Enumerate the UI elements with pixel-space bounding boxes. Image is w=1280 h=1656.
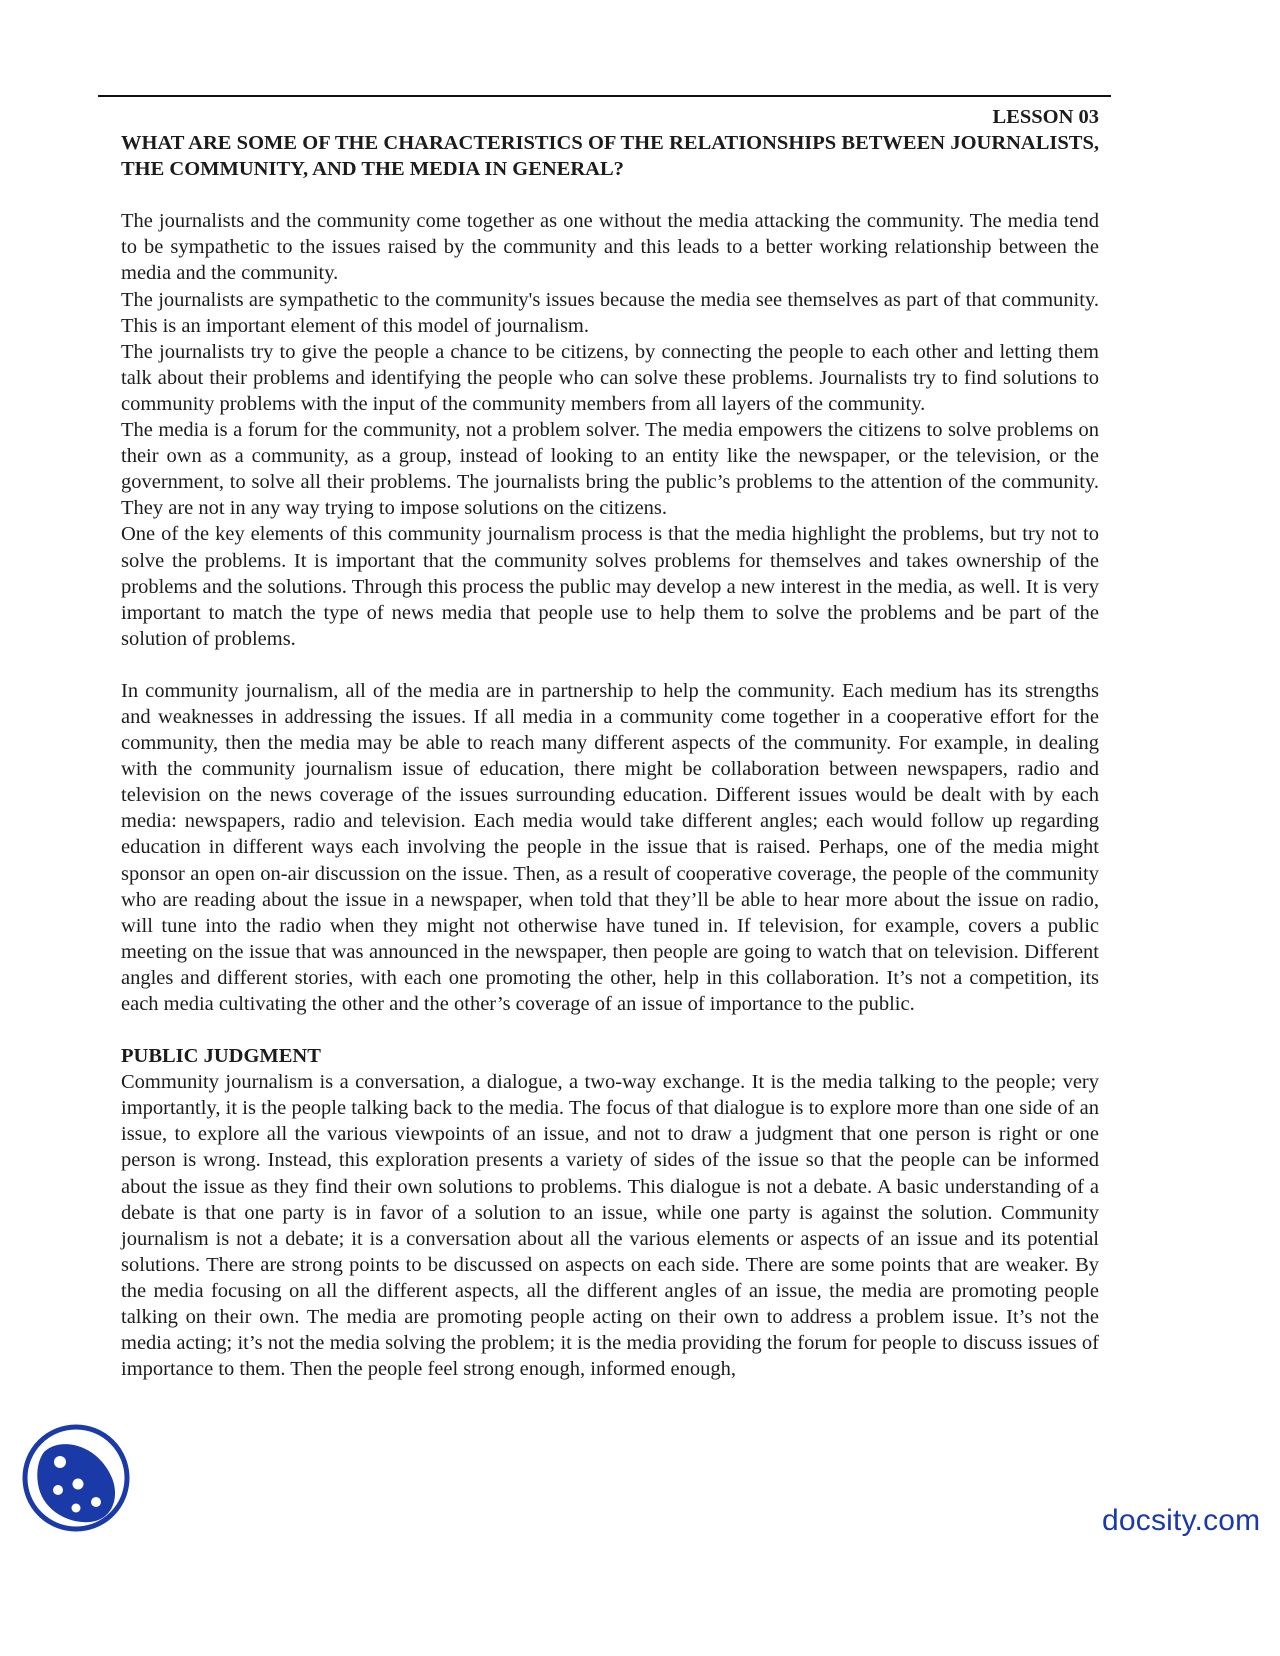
paragraph-4: The media is a forum for the community, not a problem solver. The media empowers the citizens to solve problems on their own as a community, as a group, instead of looking to an entity like the newspaper, or the television, or the government, to solve all their problems. The journalists bring the public’s problems to the attention of the community. They are not in any way trying to impose solutions on the citizens. (121, 419, 1099, 520)
paragraph-1: The journalists and the community come together as one without the media attacking the community. The media tend to be sympathetic to the issues raised by the community and this leads to a better working relationship between the media and the community. (121, 210, 1099, 285)
section-title: PUBLIC JUDGMENT (121, 1045, 321, 1068)
lesson-label: LESSON 03 (992, 106, 1099, 128)
paragraph-5: One of the key elements of this community journalism process is that the media highlight the problems, but try not to solve the problems. It is important that the community solves problems for themselves and takes ownership of the problems and the solutions. Through this process the public may develop a new interest in the media, as well. It is very important to match the type of news media that people use to help them to solve the problems and be part of the solution of problems. (121, 523, 1099, 650)
section-paragraph: Community journalism is a conversation, a dialogue, a two-way exchange. It is the media talking to the people; very importantly, it is the people talking back to the media. The focus of that dialogue is to explore more than one side of an issue, to explore all the various viewpoints of an issue, and not to draw a judgment that one person is right or one person is wrong. Instead, this exploration presents a variety of sides of the issue so that the people can be informed about the issue as they find their own solutions to problems. This dialogue is not a debate. A basic understanding of a debate is that one party is in favor of a solution to an issue, while one party is against the solution. Community journalism is not a debate; it is a conversation about all the various elements or aspects of an issue and its potential solutions. There are strong points to be discussed on aspects on each side. There are some points that are weaker. By the media focusing on all the different aspects, all the different angles of an issue, the media are promoting people talking on their own. The media are promoting people acting on their own to address a problem issue. It’s not the media acting; it’s not the media solving the problem; it is the media providing the forum for people to discuss issues of importance to them. Then the people feel strong enough, informed enough, (121, 1071, 1099, 1381)
paragraph-2: The journalists are sympathetic to the community's issues because the media see themselves as part of that community. This is an important element of this model of journalism. (121, 288, 1099, 337)
top-rule (98, 95, 1111, 97)
lesson-heading: WHAT ARE SOME OF THE CHARACTERISTICS OF THE RELATIONSHIPS BETWEEN JOURNALISTS, THE COMMUNITY, AND THE MEDIA IN GENERAL? (121, 132, 1099, 181)
paragraph-3: The journalists try to give the people a chance to be citizens, by connecting the people to each other and letting them talk about their problems and identifying the people who can solve these problems. Journalists try to find solutions to community problems with the input of the community members from all layers of the community. (121, 340, 1099, 415)
docsity-brand-text: docsity.com (1102, 1504, 1261, 1537)
docsity-logo-icon (20, 1422, 132, 1534)
paragraph-6: In community journalism, all of the media are in partnership to help the community. Each medium has its strengths and weaknesses in addressing the issues. If all media in a community come together in a cooperative effort for the community, then the media may be able to reach many different aspects of the community. For example, in dealing with the community journalism issue of education, there might be collaboration between newspapers, radio and television on the news coverage of the issues surrounding education. Different issues would be dealt with by each media: newspapers, radio and television. Each media would take different angles; each would follow up regarding education in different ways each involving the people in the issue that is raised. Perhaps, one of the media might sponsor an open on-air discussion on the issue. Then, as a result of cooperative coverage, the people of the community who are reading about the issue in a newspaper, when told that they’ll be able to hear more about the issue on radio, will tune into the radio when they might not otherwise have tuned in. If television, for example, covers a public meeting on the issue that was announced in the newspaper, then people are going to watch that on television. Different angles and different stories, with each one promoting the other, help in this collaboration. It’s not a competition, its each media cultivating the other and the other’s coverage of an issue of importance to the public. (121, 679, 1099, 1015)
document-page (121, 104, 1099, 1382)
